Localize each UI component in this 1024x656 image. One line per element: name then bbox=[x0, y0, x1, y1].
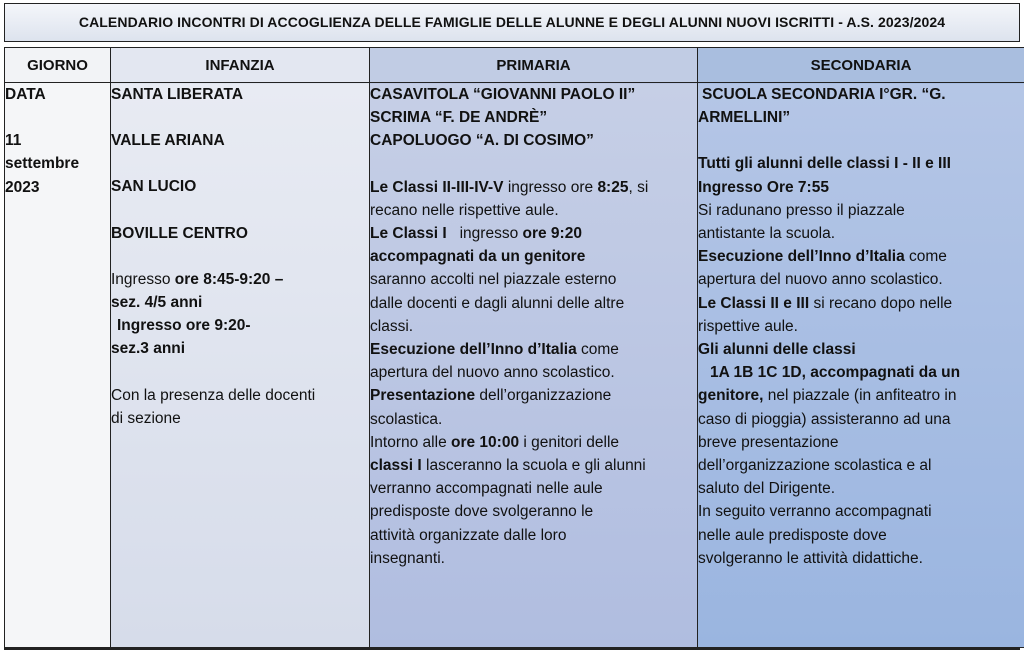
primaria-uscita-5: attività organizzate dalle loro bbox=[370, 526, 567, 544]
secondaria-saluto: saluto del Dirigente. bbox=[698, 480, 835, 498]
secondaria-seguito-1: In seguito verranno accompagnati bbox=[698, 503, 932, 521]
plesso-armellini: SCUOLA SECONDARIA I°GR. “G. bbox=[702, 86, 946, 103]
primaria-uscita-2: classi I lasceranno la scuola e gli alunni bbox=[370, 457, 646, 475]
primaria-inno-cont: apertura del nuovo anno scolastico. bbox=[370, 364, 615, 382]
bottom-border bbox=[4, 647, 1020, 650]
date-month: settembre bbox=[5, 155, 80, 173]
header-primaria: PRIMARIA bbox=[370, 48, 698, 83]
header-secondaria: SECONDARIA bbox=[698, 48, 1024, 83]
primaria-uscita-4: predisposte dove svolgeranno le bbox=[370, 503, 594, 521]
primaria-uscita-6: insegnanti. bbox=[370, 549, 445, 567]
secondaria-presentazione: breve presentazione bbox=[698, 433, 839, 451]
plesso-armellini-cont: ARMELLINI” bbox=[698, 109, 791, 127]
secondaria-alunni-classi: Gli alunni delle classi bbox=[698, 341, 856, 359]
plesso-boville-centro: BOVILLE CENTRO bbox=[111, 224, 248, 242]
primaria-presentazione-cont: scolastica. bbox=[370, 410, 443, 428]
plesso-san-lucio: SAN LUCIO bbox=[111, 178, 197, 196]
secondaria-ingresso: Ingresso Ore 7:55 bbox=[698, 178, 829, 196]
secondaria-tutti: Tutti gli alunni delle classi I - II e III bbox=[698, 155, 951, 173]
cell-primaria bbox=[370, 83, 698, 648]
date-year: 2023 bbox=[5, 178, 40, 196]
secondaria-sezioni: 1A 1B 1C 1D, accompagnati da un bbox=[710, 364, 961, 382]
cell-giorno bbox=[5, 83, 111, 648]
date-day: 11 bbox=[5, 132, 22, 150]
primaria-accolti-2: dalle docenti e dagli alunni delle altre bbox=[370, 294, 625, 312]
secondaria-raduno-2: antistante la scuola. bbox=[698, 225, 836, 243]
schedule-row bbox=[5, 83, 1024, 648]
primaria-uscita-1: Intorno alle ore 10:00 i genitori delle bbox=[370, 433, 620, 451]
primaria-accolti-3: classi. bbox=[370, 317, 414, 335]
secondaria-organizzazione: dell’organizzazione scolastica e al bbox=[698, 457, 932, 475]
primaria-accompagnati: accompagnati da un genitore bbox=[370, 248, 586, 266]
plesso-casavitola: CASAVITOLA “GIOVANNI PAOLO II” bbox=[370, 86, 636, 103]
infanzia-sezione-2: sez.3 anni bbox=[111, 340, 186, 358]
plesso-valle-ariana: VALLE ARIANA bbox=[111, 132, 225, 150]
primaria-presentazione: Presentazione dell’organizzazione bbox=[370, 387, 612, 405]
header-infanzia: INFANZIA bbox=[111, 48, 370, 83]
secondaria-inno: Esecuzione dell’Inno d’Italia come bbox=[698, 248, 947, 266]
header-row bbox=[5, 48, 1024, 83]
infanzia-ingresso-2: Ingresso ore 9:20- bbox=[117, 317, 251, 335]
infanzia-ingresso-1: Ingresso ore 8:45-9:20 – bbox=[111, 270, 284, 288]
date-label: DATA bbox=[5, 86, 46, 103]
secondaria-inno-cont: apertura del nuovo anno scolastico. bbox=[698, 271, 943, 289]
primaria-inno: Esecuzione dell’Inno d’Italia come bbox=[370, 341, 619, 359]
primaria-uscita-3: verranno accompagnati nelle aule bbox=[370, 480, 603, 498]
primaria-accolti-1: saranno accolti nel piazzale esterno bbox=[370, 271, 617, 289]
plesso-capoluogo: CAPOLUOGO “A. DI COSIMO” bbox=[370, 132, 594, 150]
primaria-classi-2-5: Le Classi II-III-IV-V ingresso ore 8:25, si bbox=[370, 178, 649, 196]
header-giorno: GIORNO bbox=[5, 48, 111, 83]
plesso-scrima: SCRIMA “F. DE ANDRÈ” bbox=[370, 109, 548, 127]
secondaria-pioggia: caso di pioggia) assisteranno ad una bbox=[698, 410, 951, 428]
cell-secondaria bbox=[698, 83, 1024, 648]
secondaria-classi-2-3-cont: rispettive aule. bbox=[698, 317, 798, 335]
secondaria-genitore: genitore, nel piazzale (in anfiteatro in bbox=[698, 387, 957, 405]
document-title: CALENDARIO INCONTRI DI ACCOGLIENZA DELLE FAMIGLIE DELLE ALUNNE E DEGLI ALUNNI NUOVI ISCRITTI - A.S. 2023/2024 bbox=[4, 3, 1020, 42]
infanzia-presenza-1: Con la presenza delle docenti bbox=[111, 386, 316, 404]
infanzia-presenza-2: di sezione bbox=[111, 409, 181, 427]
infanzia-sezione-1: sez. 4/5 anni bbox=[111, 294, 203, 312]
secondaria-raduno-1: Si radunano presso il piazzale bbox=[698, 201, 905, 219]
cell-infanzia bbox=[111, 83, 370, 648]
plesso-santa-liberata: SANTA LIBERATA bbox=[111, 86, 244, 103]
secondaria-seguito-3: svolgeranno le attività didattiche. bbox=[698, 549, 923, 567]
secondaria-classi-2-3: Le Classi II e III si recano dopo nelle bbox=[698, 294, 953, 312]
primaria-classi-1: Le Classi I ingresso ore 9:20 bbox=[370, 225, 582, 243]
calendar-table bbox=[4, 47, 1024, 648]
primaria-classi-2-5-cont: recano nelle rispettive aule. bbox=[370, 201, 559, 219]
secondaria-seguito-2: nelle aule predisposte dove bbox=[698, 526, 887, 544]
